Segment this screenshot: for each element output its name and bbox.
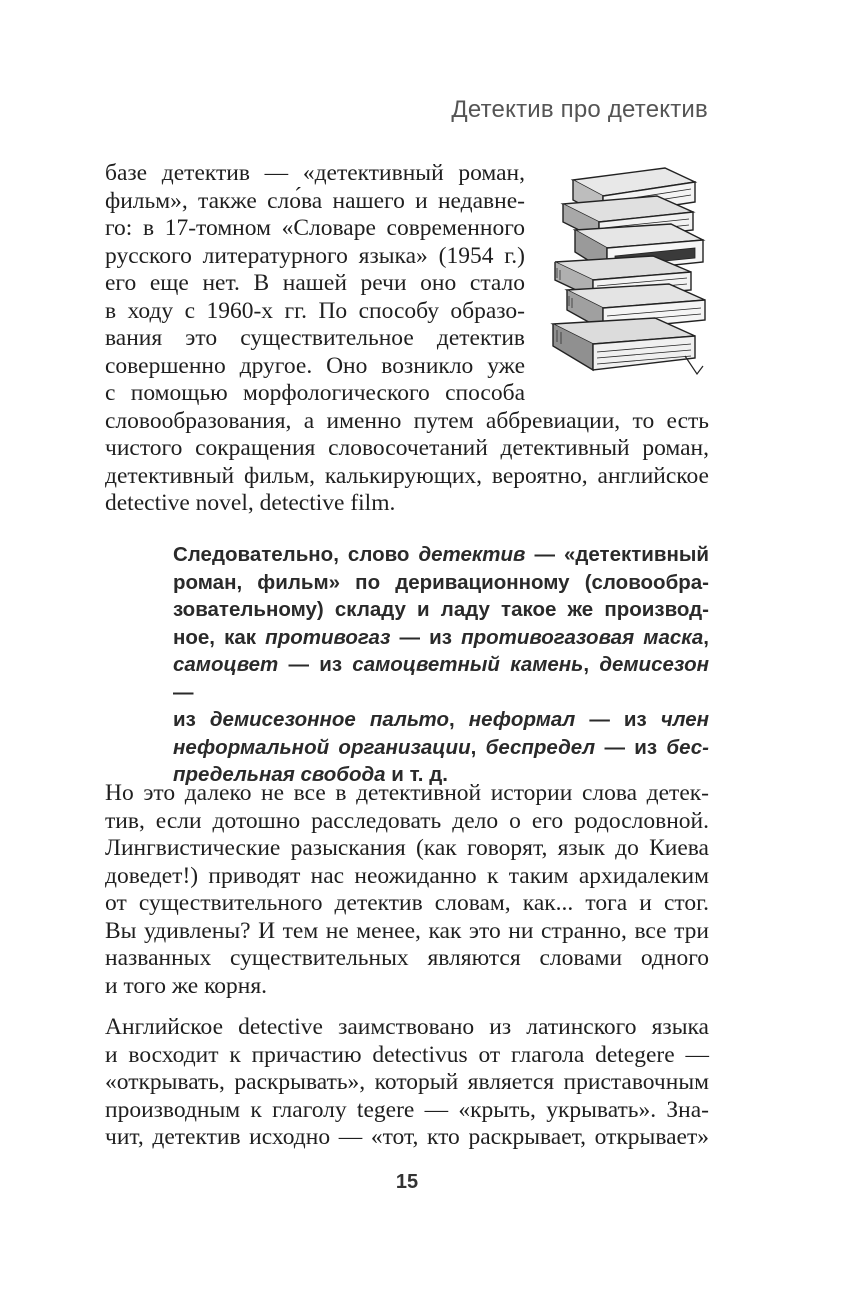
text-line: чит, детектив исходно — «тот, кто раскрывает, открывает» xyxy=(105,1124,709,1150)
paragraph-2 xyxy=(105,780,709,1000)
text-line: названных существительных являются словами одного xyxy=(105,945,709,971)
text-line: Лингвистические разыскания (как говорят, язык до Киева xyxy=(105,835,709,861)
italic-term: беспредел xyxy=(485,735,596,759)
text-line: в ходу с 1960-х гг. По способу образо- xyxy=(105,297,525,324)
text-line: Вы удивлены? И тем не менее, как это ни странно, все три xyxy=(105,917,709,944)
quote-line: Следовательно, слово детектив — «детективный xyxy=(173,543,709,566)
page-number: 15 xyxy=(395,1171,419,1193)
block-quote xyxy=(173,541,709,789)
running-title: Детектив про детектив xyxy=(451,96,708,123)
text-line: detective novel, detective film. xyxy=(105,490,396,516)
paragraph-1 xyxy=(105,160,709,518)
text-line: производным к глаголу tegere — «крыть, укрывать». Зна- xyxy=(105,1096,709,1123)
text-line: с помощью морфологического способа xyxy=(105,380,525,406)
quote-line: предельная свобода и т. д. xyxy=(173,763,448,786)
text-line: словообразования, а именно путем аббревиации, то есть xyxy=(105,407,709,434)
italic-term: член xyxy=(660,708,709,731)
text-line: русского литературного языка» (1954 г.) xyxy=(105,242,525,269)
text-line: и того же корня. xyxy=(105,972,268,999)
text-line: детективный фильм, калькирующих, вероятно, английское xyxy=(105,462,709,489)
italic-term: противогаз xyxy=(265,625,391,649)
text-line: вания это существительное детектив xyxy=(105,325,525,351)
text-line: Английское detective заимствовано из латинского языка xyxy=(105,1014,709,1040)
text-line: «открывать, раскрывать», который является приставочным xyxy=(105,1069,709,1095)
italic-term: самоцвет xyxy=(173,653,279,676)
quote-line: роман, фильм» по деривационному (словообра- xyxy=(173,570,709,594)
text-line: чистого сокращения словосочетаний детективный роман, xyxy=(105,435,709,461)
italic-term: демисезон xyxy=(599,653,709,676)
quote-line: ное, как противогаз — из противогазовая маска, xyxy=(173,625,709,649)
italic-term: предельная свобода xyxy=(173,763,386,786)
text-line: его еще нет. В нашей речи оно стало xyxy=(105,270,525,296)
italic-term: детектив xyxy=(418,543,526,566)
text-line: совершенно другое. Оно возникло уже xyxy=(105,352,525,379)
text-line: Но это далеко не все в детективной истории слова детек- xyxy=(105,780,709,806)
italic-term: неформал xyxy=(468,708,576,731)
italic-term: неформальной организации xyxy=(173,735,471,759)
quote-line: самоцвет — из самоцветный камень, демисезон — xyxy=(173,653,709,704)
text-line: базе детектив — «детективный роман, xyxy=(105,160,525,186)
text-line: доведет!) приводят нас неожиданно к таким архидалеким xyxy=(105,862,709,889)
text-line: фильм», также сло́ва нашего и недавне- xyxy=(105,187,525,214)
text-line: го: в 17-томном «Словаре современного xyxy=(105,215,525,241)
text-line: от существительного детектив словам, как... тога и стог. xyxy=(105,890,709,916)
italic-term: противогазовая маска xyxy=(461,625,704,649)
italic-term: самоцветный камень xyxy=(352,653,584,676)
paragraph-3 xyxy=(105,1014,709,1152)
italic-term: бес- xyxy=(666,735,709,759)
text-line: и восходит к причастию detectivus от глагола detegere — xyxy=(105,1041,709,1068)
quote-line: из демисезонное пальто, неформал — из член xyxy=(173,708,709,731)
text-line: тив, если дотошно расследовать дело о его родословной. xyxy=(105,807,709,834)
quote-line: неформальной организации, беспредел — из бес- xyxy=(173,735,709,759)
italic-term: демисезонное пальто xyxy=(209,708,449,731)
quote-line: зовательному) складу и ладу такое же производ- xyxy=(173,598,709,621)
